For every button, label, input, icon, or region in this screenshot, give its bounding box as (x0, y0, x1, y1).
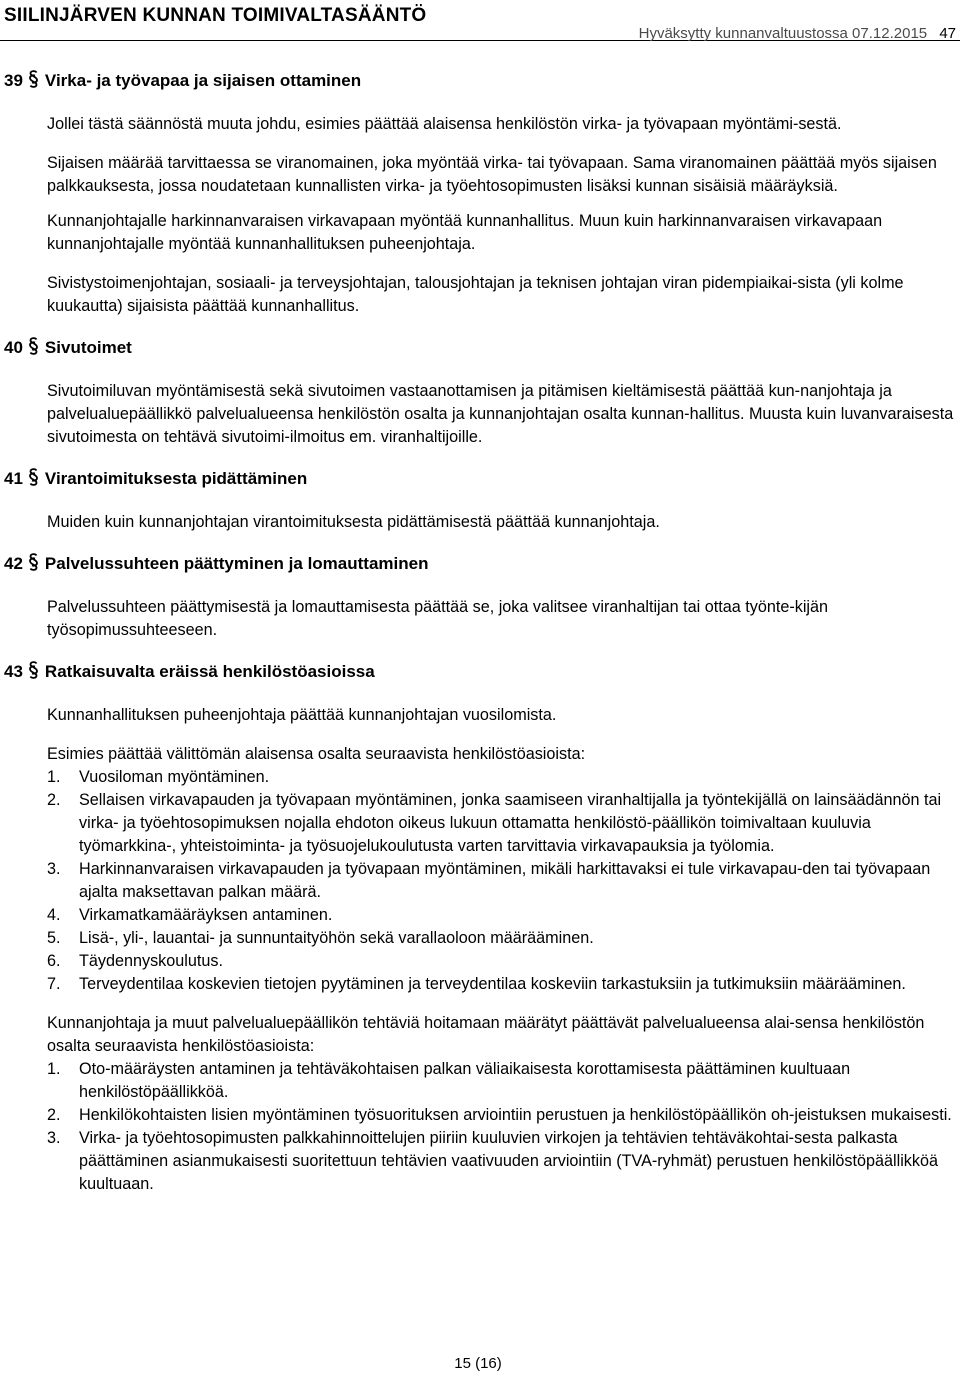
page-header (0, 0, 960, 41)
list-item-text: Täydennyskoulutus. (79, 952, 223, 970)
section-number: 39 (4, 71, 23, 90)
section-sign-icon (28, 552, 39, 572)
paragraph: Palvelussuhteen päättymisestä ja lomauttamisesta päättää se, joka valitsee viranhaltijan tai ottaa työnte-kijän työsopimussuhteeseen. (47, 598, 829, 639)
section-title: Virantoimituksesta pidättäminen (44, 469, 308, 488)
list-item (47, 789, 958, 858)
paragraph: Sivutoimiluvan myöntämisestä sekä sivutoimen vastaanottamisen ja pitämisen kieltämisestä päättää kun-nanjohtaja ja palvelualuepäällikkö palvelualueensa henkilöstön osalta ja kunnanjohtajan osalta kunnan-hallitus. Muusta kuin luvanvaraisesta sivutoimesta on tehtävä sivutoimi-ilmoitus em. viranhaltijoille. (47, 382, 954, 446)
list-item-number: 3. (47, 860, 61, 878)
section-title: Virka- ja työvapaa ja sijaisen ottaminen (44, 71, 362, 90)
list-item-text: Vuosiloman myöntäminen. (79, 768, 270, 786)
list-item (47, 858, 958, 904)
section-title: Palvelussuhteen päättyminen ja lomauttaminen (44, 554, 429, 573)
list-item-number: 3. (47, 1129, 61, 1147)
section-41-heading (4, 465, 960, 493)
section-sign-icon (28, 660, 39, 680)
header-page-number: 47 (939, 25, 956, 42)
list-item (47, 927, 958, 950)
list-item-text: Harkinnanvaraisen virkavapauden ja työvapaan myöntäminen, mikäli harkittavaksi ei tule virkavapau-den tai työvapaan ajalta maksettavan palkan määrä. (79, 860, 931, 901)
list-item-number: 1. (47, 1060, 61, 1078)
list-item-text: Terveydentilaa koskevien tietojen pyytäminen ja terveydentilaa koskeviin tarkastuksiin ja tutkimuksiin määrääminen. (79, 975, 906, 993)
footer-page-label: 15 (16) (454, 1355, 502, 1372)
list-item-text: Sellaisen virkavapauden ja työvapaan myöntäminen, jonka saamiseen viranhaltijalla ja työntekijällä on lainsäädännön tai virka- ja työehtosopimuksen nojalla ehdoton oikeus lukuun ottamatta henkilöstö-päällikön toimivaltaan kuuluvia työmarkkina-, yhteistoiminta- ja työsuojelukoulutusta varten tarvittavia virkavapauksia ja työlomia. (79, 791, 942, 855)
paragraph: Esimies päättää välittömän alaisensa osalta seuraavista henkilöstöasioista: (47, 745, 586, 763)
document-title: SIILINJÄRVEN KUNNAN TOIMIVALTASÄÄNTÖ (4, 5, 427, 26)
list-item (47, 904, 958, 927)
section-number: 42 (4, 554, 23, 573)
list-item-number: 4. (47, 906, 61, 924)
list-item (47, 950, 958, 973)
section-number: 43 (4, 662, 23, 681)
paragraph: Kunnanhallituksen puheenjohtaja päättää kunnanjohtajan vuosilomista. (47, 706, 557, 724)
section-40-heading (4, 334, 960, 362)
header-meta (639, 22, 956, 45)
section-42-heading (4, 550, 960, 578)
approval-date: Hyväksytty kunnanvaltuustossa 07.12.2015 (638, 25, 928, 42)
section-number: 40 (4, 338, 23, 357)
paragraph: Sijaisen määrää tarvittaessa se viranomainen, joka myöntää virka- tai työvapaan. Sama viranomainen päättää myös sijaisen palkkauksesta, jossa noudatetaan kunnallisten virka- ja työehtosopimusten lisäksi kunnan sisäisiä määräyksiä. (47, 154, 937, 195)
section-43-heading (4, 658, 960, 686)
list-item-text: Oto-määräysten antaminen ja tehtäväkohtaisen palkan väliaikaisesta korottamisesta päättäminen kuultuaan henkilöstöpäällikköä. (79, 1060, 851, 1101)
section-title: Ratkaisuvalta eräissä henkilöstöasioissa (44, 662, 375, 681)
list-item-text: Henkilökohtaisten lisien myöntäminen työsuorituksen arviointiin perustuen ja henkilöstöpäällikön oh-jeistuksen mukaisesti. (79, 1106, 952, 1124)
section-title: Sivutoimet (44, 338, 132, 357)
list-item-number: 2. (47, 1106, 61, 1124)
section-sign-icon (28, 467, 39, 487)
list-item-number: 6. (47, 952, 61, 970)
list-item-text: Lisä-, yli-, lauantai- ja sunnuntaityöhön sekä varallaoloon määrääminen. (79, 929, 594, 947)
paragraph: Jollei tästä säännöstä muuta johdu, esimies päättää alaisensa henkilöstön virka- ja työvapaan myöntämi-sestä. (47, 115, 842, 133)
list-item-number: 7. (47, 975, 61, 993)
list-item-number: 5. (47, 929, 61, 947)
list-item-number: 1. (47, 768, 61, 786)
list-item (47, 1058, 958, 1104)
list-item (47, 1104, 958, 1127)
paragraph: Muiden kuin kunnanjohtajan virantoimituksesta pidättämisestä päättää kunnanjohtaja. (47, 513, 660, 531)
list-item-number: 2. (47, 791, 61, 809)
section-number: 41 (4, 469, 23, 488)
list-item (47, 1127, 958, 1196)
decision-list-supervisor (47, 766, 958, 996)
paragraph: Kunnanjohtajalle harkinnanvaraisen virkavapaan myöntää kunnanhallitus. Muun kuin harkinnanvaraisen virkavapaan kunnanjohtajalle myöntää kunnanhallituksen puheenjohtaja. (47, 212, 883, 253)
list-item-text: Virkamatkamääräyksen antaminen. (79, 906, 333, 924)
list-item (47, 766, 958, 789)
section-sign-icon (28, 336, 39, 356)
document-body (0, 67, 960, 1196)
paragraph: Sivistystoimenjohtajan, sosiaali- ja terveysjohtajan, talousjohtajan ja teknisen johtajan viran pidempiaikai-sista (yli kolme kuukautta) sijaisista päättää kunnanhallitus. (47, 274, 904, 315)
section-sign-icon (28, 69, 39, 89)
decision-list-managers (47, 1058, 958, 1196)
list-item-text: Virka- ja työehtosopimusten palkkahinnoittelujen piiriin kuuluvien virkojen ja tehtävien tehtäväkohtai-sesta palkasta päättäminen asianmukaisesti suoritettuun tehtävien vaativuuden arviointiin (TVA-ryhmät) perustuen henkilöstöpäällikköä kuultuaan. (79, 1129, 939, 1193)
paragraph: Kunnanjohtaja ja muut palvelualuepäällikön tehtäviä hoitamaan määrätyt päättävät palvelualueensa alai-sensa henkilöstön osalta seuraavista henkilöstöasioista: (47, 1014, 925, 1055)
section-39-heading (4, 67, 960, 95)
list-item (47, 973, 958, 996)
